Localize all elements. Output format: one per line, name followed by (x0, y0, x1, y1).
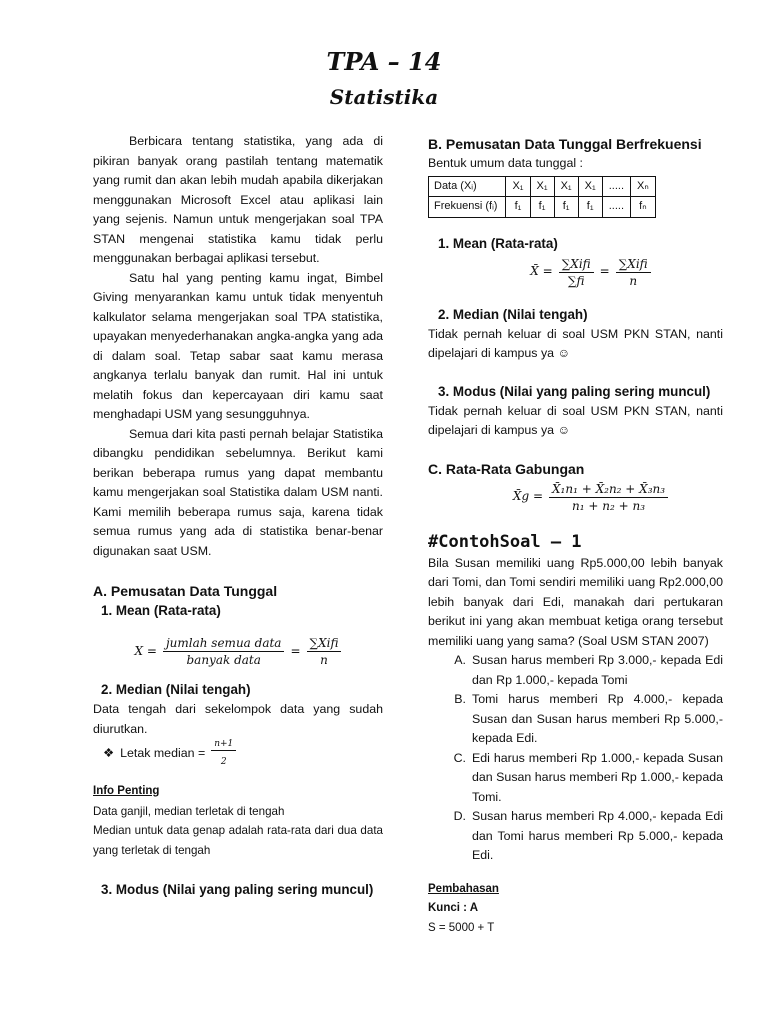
option-text: Susan harus memberi Rp 3.000,- kepada Edi dan Rp 1.000,- kepada Tomi (472, 653, 723, 687)
right-column (428, 134, 723, 938)
right-mean-fraction-2 (616, 256, 651, 289)
table-cell: X₁ (554, 176, 578, 197)
right-modus-heading: 3. Modus (Nilai yang paling sering muncul) (438, 383, 711, 399)
combined-lhs: X̄g = (512, 489, 544, 504)
table-cell: X₁ (530, 176, 554, 197)
list-item (428, 807, 723, 866)
median-position-denominator: 2 (220, 757, 227, 767)
document-title: TPA – 14 (326, 47, 442, 76)
mean-fraction-1 (163, 635, 285, 668)
table-row (429, 176, 656, 197)
option-letter: A. (454, 653, 466, 667)
intro-paragraph-3: Semua dari kita pasti pernah belajar Statistika dibangku pendidikan sebelumnya. Berikut kami berikan beberapa rumus yang dapat membantu kamu mengerjakan soal Statistika dalam USM nanti. Kami memilih beberapa rumus saja, karena tidak semua rumus yang ada di statistika benar-benar digunakan saat USM. (93, 426, 383, 558)
mean-denominator-1: banyak data (186, 653, 261, 667)
diamond-bullet-icon: ❖ (103, 745, 115, 760)
mean-lhs: X = (134, 643, 157, 658)
median-position-numerator: n+1 (211, 739, 236, 751)
right-mean-denominator-2: n (629, 273, 638, 288)
list-item (428, 749, 723, 808)
table-cell: ..... (602, 197, 630, 218)
left-column (93, 132, 383, 900)
list-item (428, 651, 723, 690)
option-text: Susan harus memberi Rp 4.000,- kepada Edi dan Tomi harus memberi Rp 5.000,- kepada Edi. (472, 809, 723, 862)
table-cell: Data (Xᵢ) (429, 176, 506, 197)
section-c-heading: C. Rata-Rata Gabungan (428, 460, 585, 477)
mean-denominator-2: n (320, 653, 328, 667)
intro-paragraph-1: Berbicara tentang statistika, yang ada di pikiran banyak orang pastilah tentang matematik yang rumit dan akan lebih mudah apabila dikerjakan menggunakan Microsoft Excel atau aplikasi lain yang sejenis. Namun untuk mengerjakan soal TPA STAN mengenai statistika kamu tidak perlu menggunakan berbagai aplikasi tersebut. (93, 134, 383, 265)
table-row (429, 197, 656, 218)
left-modus-heading: 3. Modus (Nilai yang paling sering muncul) (101, 882, 374, 897)
median-position (103, 739, 383, 768)
left-median-text: Data tengah dari sekelompok data yang sudah diurutkan. (93, 702, 383, 736)
intro-paragraph-2: Satu hal yang penting kamu ingat, Bimbel Giving menyarankan kamu untuk tidak menyentuh kalkulator selama mengerjakan soal TPA statistika, upayakan menyederhanakan angka-angka yang ada di dalam soal. Tetap sabar saat kamu merasa angkanya terlalu banyak dan rumit. Hal ini untuk melatih fokus dan kepercayaan diri kamu saat menghadapi USM yang sesungguhnya. (93, 270, 383, 421)
right-modus-text: Tidak pernah keluar di soal USM PKN STAN, nanti dipelajari di kampus ya ☺ (428, 403, 723, 437)
left-mean-heading: 1. Mean (Rata-rata) (101, 603, 221, 618)
option-text: Tomi harus memberi Rp 4.000,- kepada Susan dan Susan harus memberi Rp 5.000,- kepada Edi. (472, 692, 723, 745)
combined-numerator: X̄₁n₁ + X̄₂n₂ + X̄₃n₃ (549, 481, 668, 498)
answer-options (428, 651, 723, 866)
right-mean-equals: = (599, 264, 610, 279)
right-mean-formula (458, 256, 723, 289)
right-mean-numerator-1: ∑Xifi (559, 256, 594, 273)
solution-line: S = 5000 + T (428, 921, 495, 934)
table-cell: X₁ (506, 176, 530, 197)
right-mean-denominator-1: ∑fi (567, 273, 585, 288)
example-question: Bila Susan memiliki uang Rp5.000,00 lebih banyak dari Tomi, dan Tomi sendiri memiliki uang Rp2.000,00 lebih banyak dari Edi, manakah dari pertukaran berikut ini yang akan membuat ketiga orang tersebut memiliki uang yang sama? (Soal USM STAN 2007) (428, 555, 723, 648)
document-subtitle: Statistika (329, 85, 439, 109)
answer-key: Kunci : A (428, 902, 479, 914)
table-cell: ..... (602, 176, 630, 197)
table-cell: f₁ (578, 197, 602, 218)
combined-denominator: n₁ + n₂ + n₃ (572, 498, 646, 513)
median-position-label: Letak median = (120, 745, 206, 760)
table-cell: f₁ (554, 197, 578, 218)
info-line-2: Median untuk data genap adalah rata-rata dari dua data yang terletak di tengah (93, 824, 383, 857)
general-form-label: Bentuk umum data tunggal : (428, 156, 583, 170)
right-mean-heading: 1. Mean (Rata-rata) (438, 235, 558, 251)
mean-numerator-1: jumlah semua data (163, 635, 285, 652)
option-letter: B. (454, 692, 466, 706)
info-line-1: Data ganjil, median terletak di tengah (93, 804, 285, 818)
table-cell: f₁ (530, 197, 554, 218)
combined-mean-formula (458, 481, 723, 514)
section-b-heading: B. Pemusatan Data Tunggal Berfrekuensi (428, 136, 702, 152)
median-position-fraction (211, 739, 236, 768)
table-cell: f₁ (506, 197, 530, 218)
right-median-text: Tidak pernah keluar di soal USM PKN STAN, nanti dipelajari di kampus ya ☺ (428, 326, 723, 360)
option-text: Edi harus memberi Rp 1.000,- kepada Susan dan Susan harus memberi Rp 1.000,- kepada Tomi. (472, 750, 723, 804)
right-mean-numerator-2: ∑Xifi (616, 256, 651, 273)
right-mean-lhs: X̄ = (530, 264, 553, 279)
mean-equals: = (290, 643, 301, 658)
table-cell: fₙ (631, 197, 656, 218)
left-median-heading: 2. Median (Nilai tengah) (101, 682, 251, 697)
right-mean-fraction-1 (559, 256, 594, 289)
frequency-table (428, 176, 656, 218)
section-a-heading: A. Pemusatan Data Tunggal (93, 583, 278, 599)
table-cell: Xₙ (631, 176, 656, 197)
discussion-title: Pembahasan (428, 882, 499, 895)
example-heading: #ContohSoal – 1 (428, 531, 582, 552)
option-letter: C. (453, 750, 466, 765)
mean-fraction-2 (307, 635, 342, 668)
table-cell: X₁ (578, 176, 602, 197)
combined-fraction (549, 481, 668, 514)
right-median-heading: 2. Median (Nilai tengah) (438, 306, 588, 322)
option-letter: D. (453, 809, 466, 823)
table-cell: Frekuensi (fᵢ) (429, 197, 506, 218)
mean-numerator-2: ∑Xifi (307, 635, 342, 652)
left-mean-formula (93, 635, 383, 668)
list-item (428, 690, 723, 749)
info-title: Info Penting (93, 785, 160, 797)
